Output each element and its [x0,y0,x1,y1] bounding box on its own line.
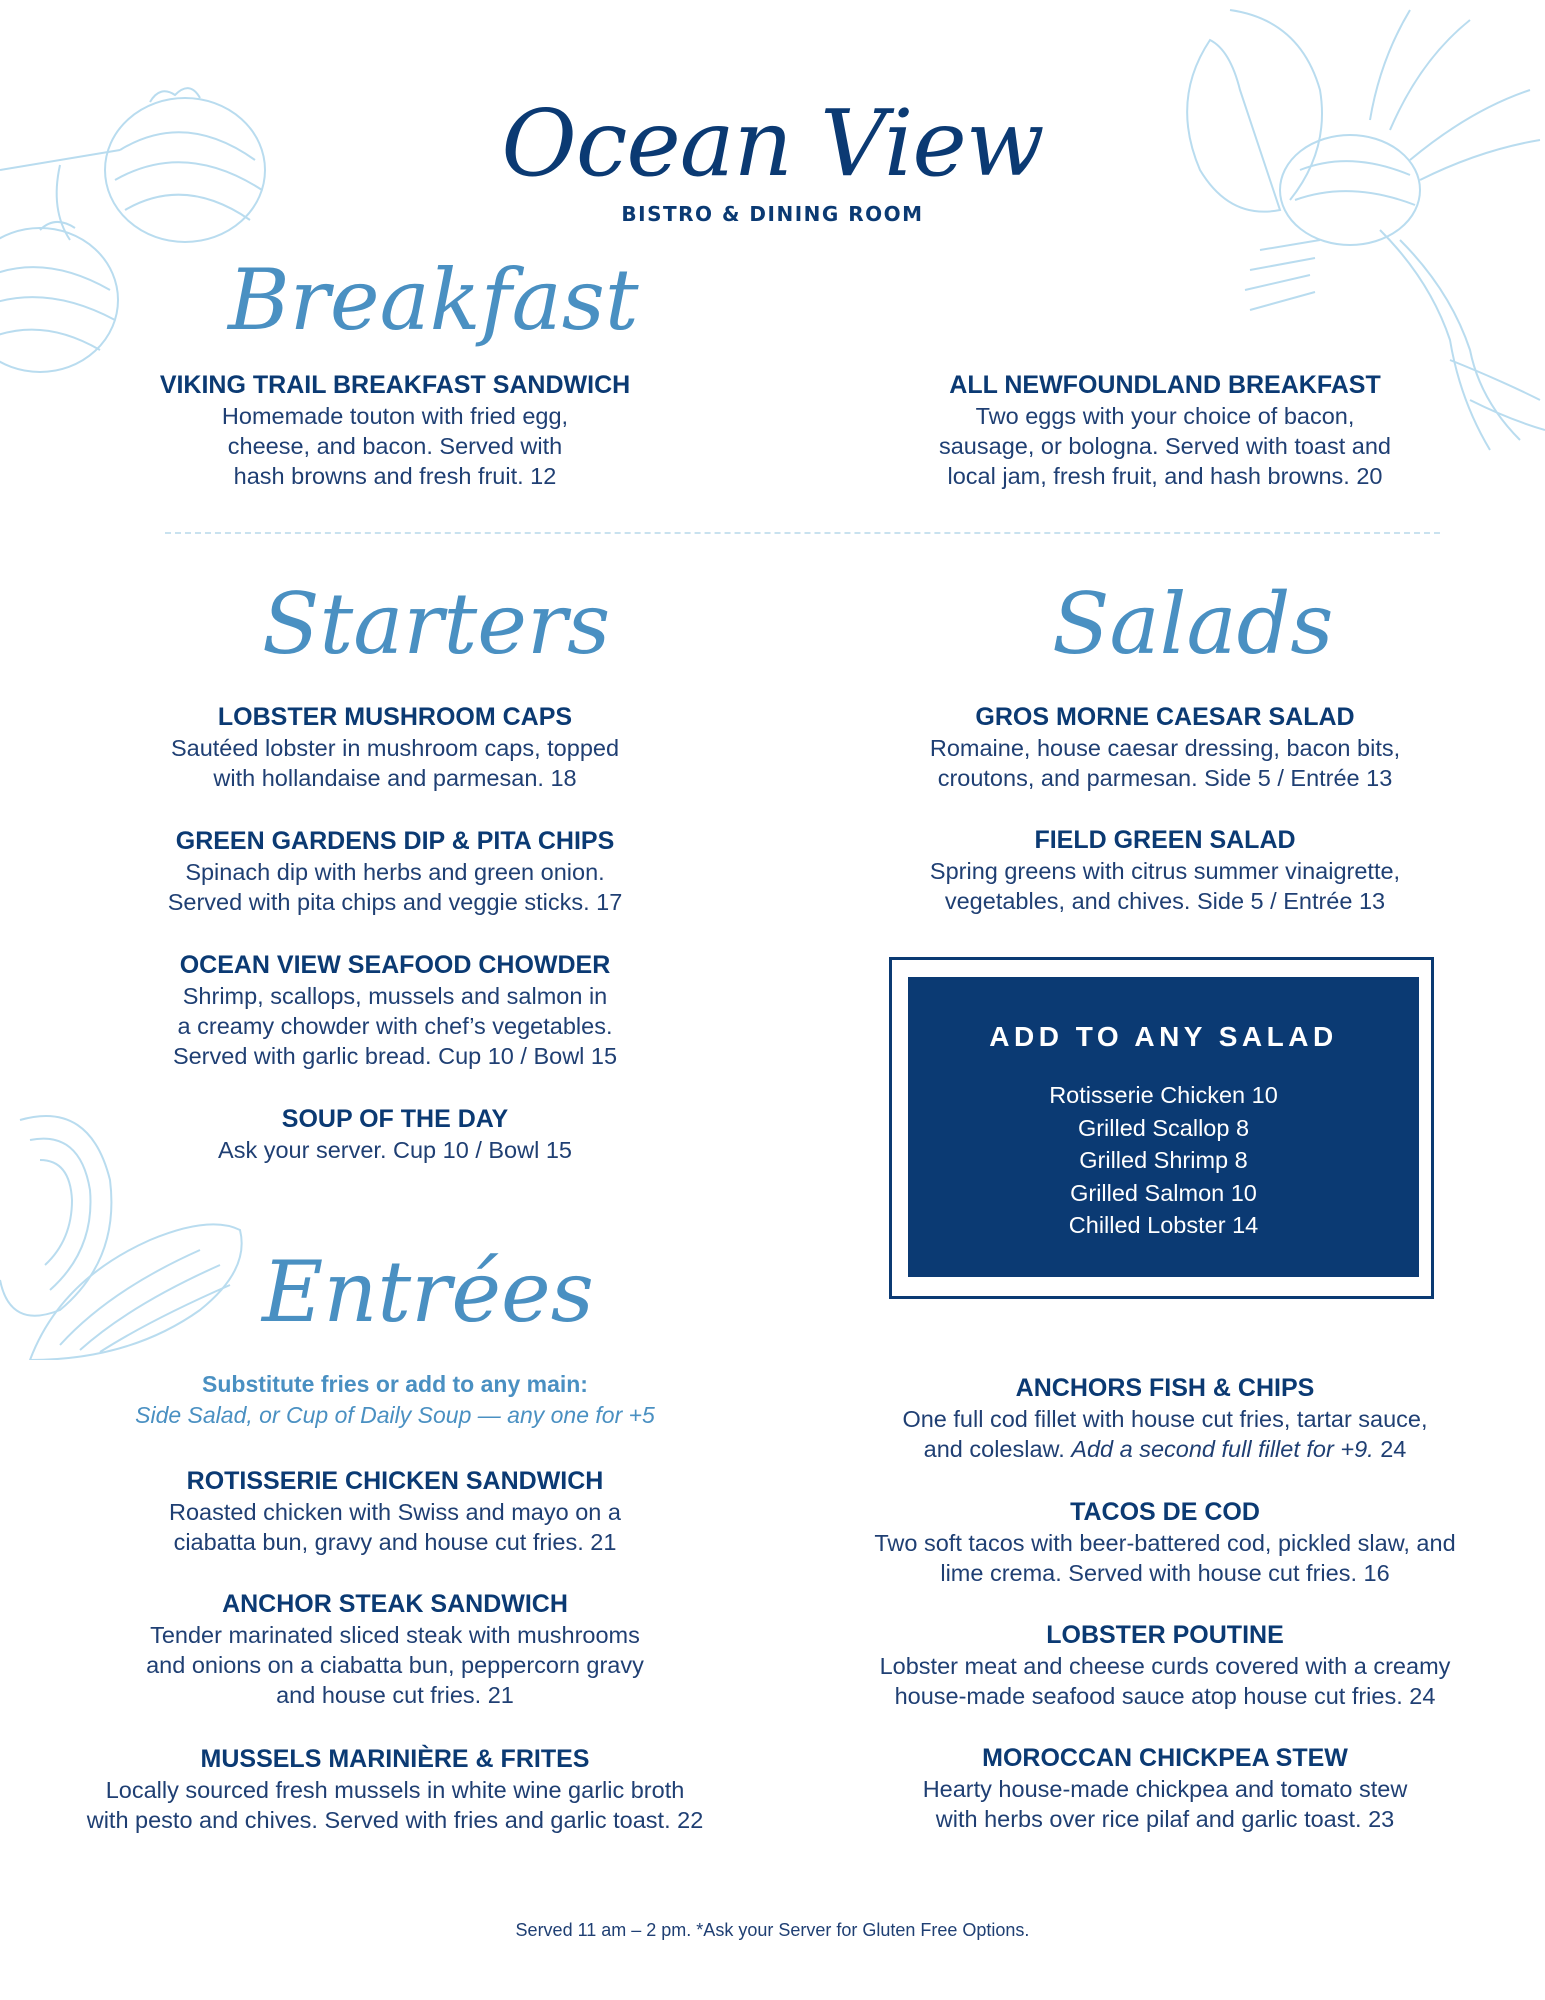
item-title: FIELD GREEN SALAD [1034,826,1296,854]
entrees-note-title: Substitute fries or add to any main: [202,1371,588,1397]
item-title: ANCHORS FISH & CHIPS [1015,1374,1315,1402]
item-title: ALL NEWFOUNDLAND BREAKFAST [949,371,1381,399]
section-divider [165,532,1440,534]
item-title: GREEN GARDENS DIP & PITA CHIPS [175,827,615,855]
section-title-starters: Starters [262,575,611,673]
item-title: TACOS DE COD [1070,1498,1260,1526]
menu-item [95,826,695,917]
section-title-breakfast: Breakfast [228,251,639,349]
menu-item [830,1373,1500,1464]
item-description: Two eggs with your choice of bacon, sausage, or bologna. Served with toast and local jam, fresh fruit, and hash browns. 20 [938,403,1392,489]
menu-item [65,1466,725,1557]
item-description: Two soft tacos with beer-battered cod, pickled slaw, and lime crema. Served with house cut fries. 16 [874,1530,1456,1586]
menu-item [860,370,1470,491]
item-description: Romaine, house caesar dressing, bacon bits, croutons, and parmesan. Side 5 / Entrée 13 [929,735,1401,791]
item-description: Ask your server. Cup 10 / Bowl 15 [218,1137,572,1163]
item-title: ANCHOR STEAK SANDWICH [222,1590,568,1618]
footer-note: Served 11 am – 2 pm. *Ask your Server for Gluten Free Options. [515,1920,1030,1940]
entrees-note-desc: Side Salad, or Cup of Daily Soup — any one for +5 [135,1402,655,1428]
menu-item [95,1104,695,1165]
add-on-item: Grilled Scallop 8 [1077,1114,1250,1141]
entrees-note [65,1369,725,1431]
add-to-salad-title: ADD TO ANY SALAD [989,1021,1338,1052]
item-description: Roasted chicken with Swiss and mayo on a ciabatta bun, gravy and house cut fries. 21 [169,1499,621,1555]
menu-item [830,1497,1500,1588]
item-price: 24 [1373,1436,1407,1462]
add-on-item: Grilled Salmon 10 [1070,1179,1257,1206]
add-on-item: Grilled Shrimp 8 [1079,1147,1248,1173]
item-title: OCEAN VIEW SEAFOOD CHOWDER [179,951,611,979]
item-title: VIKING TRAIL BREAKFAST SANDWICH [159,371,631,399]
menu-item [830,1743,1500,1834]
item-description-main: One full cod fillet with house cut fries, tartar sauce, and coleslaw. [902,1406,1428,1462]
item-description: Homemade touton with fried egg, cheese, and bacon. Served with hash browns and fresh fruit. 12 [221,403,569,489]
item-description: Locally sourced fresh mussels in white wine garlic broth with pesto and chives. Served with fries and garlic toast. 22 [86,1777,704,1833]
item-description-upsell: Add a second full fillet for +9. [1071,1436,1374,1462]
add-on-item: Chilled Lobster 14 [1068,1212,1259,1238]
item-description: Shrimp, scallops, mussels and salmon in a creamy chowder with chef’s vegetables. Served with garlic bread. Cup 10 / Bowl 15 [172,983,618,1069]
item-description: Hearty house-made chickpea and tomato stew with herbs over rice pilaf and garlic toast. 23 [922,1776,1408,1832]
add-on-item: Rotisserie Chicken 10 [1049,1082,1278,1108]
item-title: MOROCCAN CHICKPEA STEW [982,1744,1348,1772]
menu-item [860,702,1470,793]
menu-item [45,1744,745,1835]
item-title: MUSSELS MARINIÈRE & FRITES [200,1745,590,1773]
item-description: Spring greens with citrus summer vinaigrette, vegetables, and chives. Side 5 / Entrée 13 [929,858,1401,914]
item-title: LOBSTER MUSHROOM CAPS [217,703,573,731]
add-to-salad-box [908,977,1419,1277]
item-title: SOUP OF THE DAY [281,1105,509,1133]
add-to-salad-list [908,1079,1419,1242]
item-description [830,1404,1500,1464]
section-title-salads: Salads [1052,575,1334,673]
logo [0,90,1545,226]
brand-name: Ocean View [501,90,1044,197]
section-title-entrees: Entrées [262,1243,594,1341]
menu-item [95,370,695,491]
menu-item [95,950,695,1071]
item-description: Lobster meat and cheese curds covered with a creamy house-made seafood sauce atop house cut fries. 24 [879,1653,1451,1709]
item-description: Spinach dip with herbs and green onion. Served with pita chips and veggie sticks. 17 [167,859,623,915]
menu-item [95,702,695,793]
brand-subtitle: BISTRO & DINING ROOM [621,202,924,226]
item-title: ROTISSERIE CHICKEN SANDWICH [186,1467,604,1495]
item-description: Sautéed lobster in mushroom caps, topped with hollandaise and parmesan. 18 [170,735,620,791]
item-title: LOBSTER POUTINE [1046,1621,1284,1649]
item-description: Tender marinated sliced steak with mushrooms and onions on a ciabatta bun, peppercorn gravy and house cut fries. 21 [146,1622,644,1708]
menu-item [830,1620,1500,1711]
menu-item [860,825,1470,916]
menu-item [65,1589,725,1710]
item-title: GROS MORNE CAESAR SALAD [975,703,1355,731]
